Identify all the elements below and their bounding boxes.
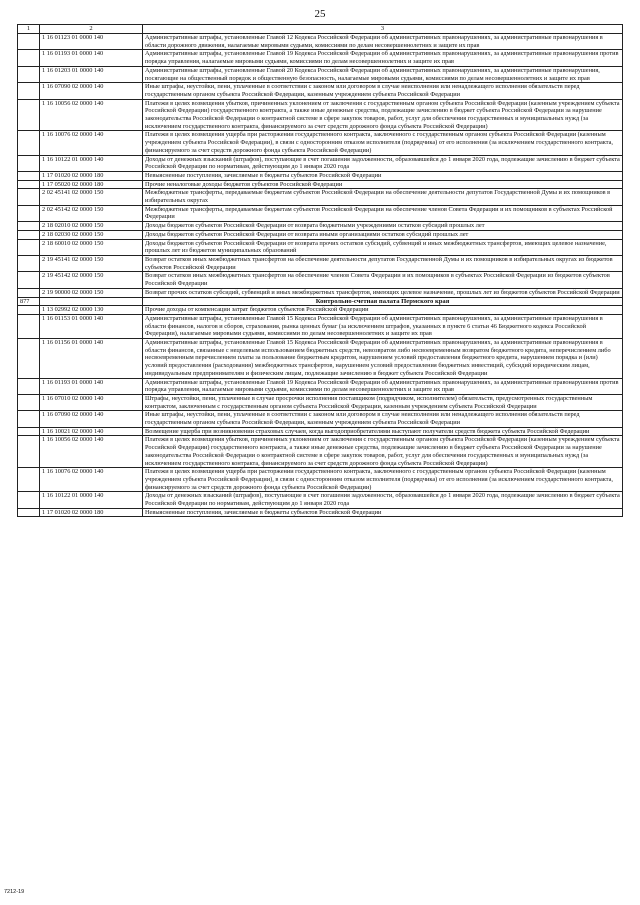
revenue-code-cell: 1 16 01193 01 0000 140 <box>40 50 143 66</box>
revenue-code-cell: 1 16 01153 01 0000 140 <box>40 314 143 338</box>
description-cell: Платежи в целях возмещения ущерба при расторжении государственного контракта, заключенного с государственным органом субъекта Российской Федерации (казенным учреждением субъекта Российской Федерации), в связи с односторонним отказом исполнителя (подрядчика) от его исполнения (за исключением государственного контракта, финансируемого за счет средств дорожного фонда субъекта Российской Федерации) <box>143 131 623 155</box>
admin-code-cell <box>18 306 40 315</box>
description-cell: Возврат остатков иных межбюджетных трансфертов на обеспечение членов Совета Федерации и их помощников в субъектах Российской Федерации из бюджетов субъектов Российской Федерации <box>143 272 623 288</box>
admin-code-cell <box>18 378 40 394</box>
admin-code-cell <box>18 411 40 427</box>
admin-code-cell <box>18 222 40 231</box>
table-row <box>18 255 623 271</box>
revenue-code-cell: 2 19 45142 02 0000 150 <box>40 272 143 288</box>
table-row <box>18 180 623 189</box>
table-row <box>18 272 623 288</box>
column-header-admin: 1 <box>18 25 40 34</box>
revenue-code-cell: 2 02 45142 02 0000 150 <box>40 205 143 221</box>
table-row <box>18 66 623 82</box>
description-cell: Доходы бюджетов субъектов Российской Федерации от возврата прочих остатков субсидий, субвенций и иных межбюджетных трансфертов, имеющих целевое назначение, прошлых лет из бюджетов муниципальных образований <box>143 239 623 255</box>
revenue-code-cell: 2 19 90000 02 0000 150 <box>40 288 143 297</box>
admin-code-cell <box>18 427 40 436</box>
column-header-code: 2 <box>40 25 143 34</box>
admin-code-cell <box>18 99 40 131</box>
table-row <box>18 411 623 427</box>
admin-code-cell <box>18 205 40 221</box>
description-cell: Доходы бюджетов субъектов Российской Федерации от возврата иными организациями остатков субсидий прошлых лет <box>143 230 623 239</box>
admin-code-cell <box>18 239 40 255</box>
revenue-code-cell: 2 02 45141 02 0000 150 <box>40 189 143 205</box>
admin-code-cell <box>18 508 40 517</box>
description-cell: Платежи в целях возмещения ущерба при расторжении государственного контракта, заключенного с государственным органом субъекта Российской Федерации (казенным учреждением субъекта Российской Федерации), в связи с односторонним отказом исполнителя (подрядчика) от его исполнения (за исключением государственного контракта, финансируемого за счет средств дорожного фонда субъекта Российской Федерации) <box>143 468 623 492</box>
admin-code-cell <box>18 131 40 155</box>
description-cell: Административные штрафы, установленные Главой 15 Кодекса Российской Федерации об административных правонарушениях, за административные правонарушения в области финансов, налогов и сборов, страхования, рынка ценных бумаг (за исключением штрафов, указанных в пункте 6 статьи 46 Бюджетного кодекса Российской Федерации), налагаемые мировыми судьями, комиссиями по делам несовершеннолетних и защите их прав <box>143 314 623 338</box>
table-row <box>18 306 623 315</box>
table-row <box>18 339 623 379</box>
admin-code-cell <box>18 180 40 189</box>
description-cell: Возврат прочих остатков субсидий, субвенций и иных межбюджетных трансфертов, имеющих целевое назначение, прошлых лет из бюджетов субъектов Российской Федерации <box>143 288 623 297</box>
admin-code-cell <box>18 272 40 288</box>
footer-code: 7212-19 <box>4 889 25 895</box>
description-cell: Прочие неналоговые доходы бюджетов субъектов Российской Федерации <box>143 180 623 189</box>
revenue-code-cell: 1 16 10122 01 0000 140 <box>40 155 143 171</box>
admin-code-cell <box>18 34 40 50</box>
revenue-code-cell: 1 16 01123 01 0000 140 <box>40 34 143 50</box>
revenue-code-cell: 1 16 01193 01 0000 140 <box>40 378 143 394</box>
description-cell: Межбюджетные трансферты, передаваемые бюджетам субъектов Российской Федерации на обеспечение членов Совета Федерации и их помощников в субъектах Российской Федерации <box>143 205 623 221</box>
revenue-codes-table <box>17 24 623 517</box>
admin-code-cell <box>18 394 40 410</box>
revenue-code-cell: 2 18 60010 02 0000 150 <box>40 239 143 255</box>
description-cell: Невыясненные поступления, зачисляемые в бюджеты субъектов Российской Федерации <box>143 171 623 180</box>
revenue-code-cell: 1 17 01020 02 0000 180 <box>40 171 143 180</box>
revenue-code-cell: 1 16 10056 02 0000 140 <box>40 436 143 468</box>
table-row <box>18 492 623 508</box>
description-cell: Административные штрафы, установленные Главой 19 Кодекса Российской Федерации об административных правонарушениях, за административные правонарушения против порядка управления, налагаемые мировыми судьями, комиссиями по делам несовершеннолетних и защите их прав <box>143 378 623 394</box>
description-cell: Контрольно-счетная палата Пермского края <box>143 297 623 306</box>
revenue-code-cell: 2 18 02030 02 0000 150 <box>40 230 143 239</box>
column-header-description: 3 <box>143 25 623 34</box>
admin-code-cell <box>18 314 40 338</box>
table-row <box>18 50 623 66</box>
table-body <box>18 34 623 517</box>
description-cell: Административные штрафы, установленные Главой 12 Кодекса Российской Федерации об административных правонарушениях, за административные правонарушения в области дорожного движения, налагаемые мировыми судьями, комиссиями по делам несовершеннолетних и защите их прав <box>143 34 623 50</box>
table-row <box>18 131 623 155</box>
table-row <box>18 155 623 171</box>
revenue-code-cell: 1 16 10056 02 0000 140 <box>40 99 143 131</box>
description-cell: Межбюджетные трансферты, передаваемые бюджетам субъектов Российской Федерации на обеспечение деятельности депутатов Государственной Думы и их помощников в избирательных округах <box>143 189 623 205</box>
table-row <box>18 230 623 239</box>
admin-code-cell <box>18 230 40 239</box>
description-cell: Штрафы, неустойки, пени, уплаченные в случае просрочки исполнения поставщиком (подрядчиком, исполнителем) обязательств, предусмотренных государственным контрактом, заключенным с государственным органом субъекта Российской Федерации, казенным учреждением субъекта Российской Федерации <box>143 394 623 410</box>
table-row <box>18 189 623 205</box>
table-row <box>18 436 623 468</box>
admin-code-cell <box>18 468 40 492</box>
admin-code-cell <box>18 339 40 379</box>
description-cell: Административные штрафы, установленные Главой 15 Кодекса Российской Федерации об административных правонарушениях, за административные правонарушения в области финансов, связанные с нецелевым использованием бюджетных средств, невозвратом либо несвоевременным возвратом бюджетного кредита, неперечислением либо несвоевременным перечислением платы за пользование бюджетным кредитом, нарушением условий предоставления бюджетного кредита, нарушением порядка и (или) условий предоставления (расходования) межбюджетных трансфертов, нарушением условий предоставления бюджетных инвестиций, субсидий юридическим лицам, индивидуальным предпринимателям и физическим лицам, подлежащие зачислению в бюджет субъекта Российской Федерации <box>143 339 623 379</box>
description-cell: Административные штрафы, установленные Главой 20 Кодекса Российской Федерации об административных правонарушениях, за административные правонарушения, посягающие на общественный порядок и общественную безопасность, налагаемые мировыми судьями, комиссиями по делам несовершеннолетних и защите их прав <box>143 66 623 82</box>
admin-code-cell <box>18 492 40 508</box>
table-row <box>18 171 623 180</box>
revenue-code-cell: 1 16 10076 02 0000 140 <box>40 468 143 492</box>
description-cell: Возврат остатков иных межбюджетных трансфертов на обеспечение деятельности депутатов Государственной Думы и их помощников в избирательных округах из бюджетов субъектов Российской Федерации <box>143 255 623 271</box>
revenue-code-cell: 1 16 10021 02 0000 140 <box>40 427 143 436</box>
revenue-code-cell: 2 19 45141 02 0000 150 <box>40 255 143 271</box>
admin-code-cell <box>18 50 40 66</box>
admin-code-cell <box>18 155 40 171</box>
revenue-code-cell: 1 13 02992 02 0000 130 <box>40 306 143 315</box>
table-row <box>18 83 623 99</box>
section-row <box>18 297 623 306</box>
admin-code-cell <box>18 189 40 205</box>
table-row <box>18 427 623 436</box>
description-cell: Невыясненные поступления, зачисляемые в бюджеты субъектов Российской Федерации <box>143 508 623 517</box>
admin-code-cell <box>18 255 40 271</box>
description-cell: Иные штрафы, неустойки, пени, уплаченные в соответствии с законом или договором в случае неисполнения или ненадлежащего исполнения обязательств перед государственным органом субъекта Российской Федерации, казенным учреждением субъекта Российской Федерации <box>143 83 623 99</box>
table-row <box>18 468 623 492</box>
table-row <box>18 239 623 255</box>
table-row <box>18 99 623 131</box>
page-number: 25 <box>314 8 326 20</box>
revenue-code-cell: 1 16 07090 02 0000 140 <box>40 83 143 99</box>
table-row <box>18 222 623 231</box>
admin-code-cell <box>18 171 40 180</box>
revenue-code-cell: 1 16 07090 02 0000 140 <box>40 411 143 427</box>
description-cell: Возмещение ущерба при возникновении страховых случаев, когда выгодоприобретателями выступают получатели средств бюджета субъекта Российской Федерации <box>143 427 623 436</box>
table-row <box>18 288 623 297</box>
description-cell: Доходы от денежных взысканий (штрафов), поступающие в счет погашения задолженности, образовавшейся до 1 января 2020 года, подлежащие зачислению в бюджет субъекта Российской Федерации по нормативам, действующим до 1 января 2020 года <box>143 155 623 171</box>
table-row <box>18 394 623 410</box>
table-row <box>18 378 623 394</box>
revenue-code-cell <box>40 297 143 306</box>
description-cell: Платежи в целях возмещения убытков, причиненных уклонением от заключения с государственным органом субъекта Российской Федерации (казенным учреждением субъекта Российской Федерации) государственного контракта, а также иные денежные средства, подлежащие зачислению в бюджет субъекта Российской Федерации за нарушение законодательства Российской Федерации о контрактной системе в сфере закупок товаров, работ, услуг для обеспечения государственных и муниципальных нужд (за исключением государственного контракта, финансируемого за счет средств дорожного фонда субъекта Российской Федерации) <box>143 436 623 468</box>
revenue-code-cell: 1 16 01156 01 0000 140 <box>40 339 143 379</box>
revenue-code-cell: 1 16 10122 01 0000 140 <box>40 492 143 508</box>
description-cell: Платежи в целях возмещения убытков, причиненных уклонением от заключения с государственным органом субъекта Российской Федерации (казенным учреждением субъекта Российской Федерации) государственного контракта, а также иные денежные средства, подлежащие зачислению в бюджет субъекта Российской Федерации за нарушение законодательства Российской Федерации о контрактной системе в сфере закупок товаров, работ, услуг для обеспечения государственных и муниципальных нужд (за исключением государственного контракта, финансируемого за счет средств дорожного фонда субъекта Российской Федерации) <box>143 99 623 131</box>
table-row <box>18 314 623 338</box>
revenue-code-cell: 2 18 02010 02 0000 150 <box>40 222 143 231</box>
table-row <box>18 205 623 221</box>
description-cell: Иные штрафы, неустойки, пени, уплаченные в соответствии с законом или договором в случае неисполнения или ненадлежащего исполнения обязательств перед государственным органом субъекта Российской Федерации, казенным учреждением субъекта Российской Федерации <box>143 411 623 427</box>
description-cell: Доходы бюджетов субъектов Российской Федерации от возврата бюджетными учреждениями остатков субсидий прошлых лет <box>143 222 623 231</box>
admin-code-cell <box>18 83 40 99</box>
admin-code-cell <box>18 66 40 82</box>
revenue-code-cell: 1 17 01020 02 0000 180 <box>40 508 143 517</box>
revenue-code-cell: 1 16 10076 02 0000 140 <box>40 131 143 155</box>
admin-code-cell <box>18 288 40 297</box>
table-header-row <box>18 25 623 34</box>
table-row <box>18 508 623 517</box>
revenue-code-cell: 1 17 05020 02 0000 180 <box>40 180 143 189</box>
admin-code-cell <box>18 436 40 468</box>
description-cell: Прочие доходы от компенсации затрат бюджетов субъектов Российской Федерации <box>143 306 623 315</box>
revenue-code-cell: 1 16 07010 02 0000 140 <box>40 394 143 410</box>
revenue-code-cell: 1 16 01203 01 0000 140 <box>40 66 143 82</box>
admin-code-cell: 877 <box>18 297 40 306</box>
description-cell: Административные штрафы, установленные Главой 19 Кодекса Российской Федерации об административных правонарушениях, за административные правонарушения против порядка управления, налагаемые мировыми судьями, комиссиями по делам несовершеннолетних и защите их прав <box>143 50 623 66</box>
description-cell: Доходы от денежных взысканий (штрафов), поступающие в счет погашения задолженности, образовавшейся до 1 января 2020 года, подлежащие зачислению в бюджет субъекта Российской Федерации по нормативам, действующим до 1 января 2020 года <box>143 492 623 508</box>
table-row <box>18 34 623 50</box>
